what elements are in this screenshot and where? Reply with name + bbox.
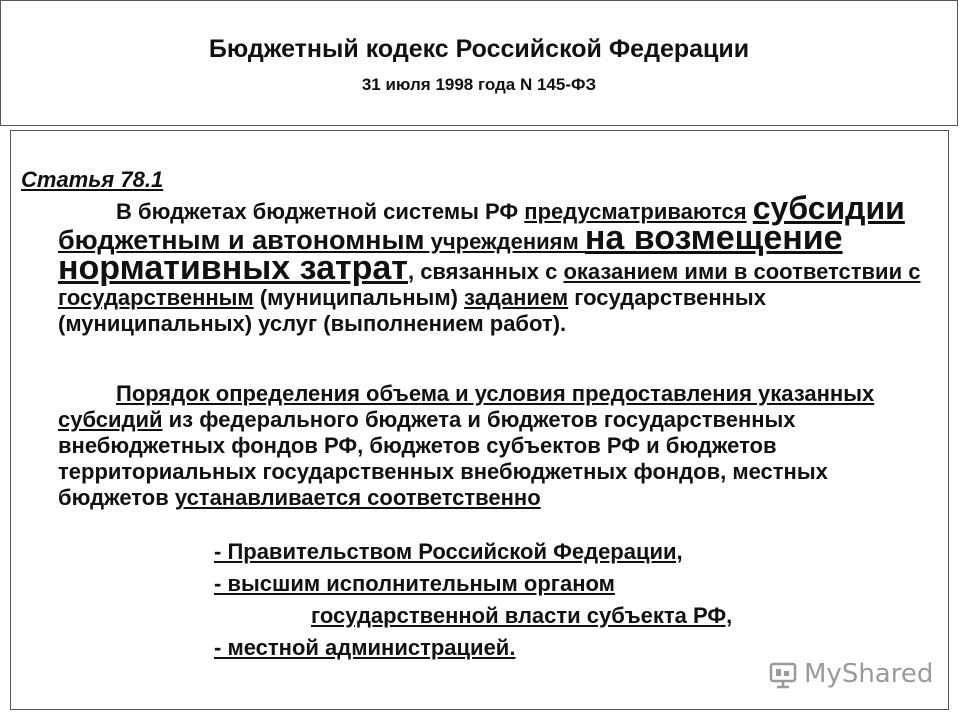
p1-text-8: оказанием ими [563, 259, 734, 284]
page-title: Бюджетный кодекс Российской Федерации [208, 35, 750, 63]
p1-text-4: бюджетным и автономным [58, 225, 425, 255]
paragraph-1 [58, 190, 928, 337]
p1-text-10: (муниципальным) [253, 285, 465, 310]
slide-header [0, 0, 958, 126]
p1-text-12: государственных (муниципальных) услуг (выполнением работ). [58, 285, 766, 336]
p2-text-1: Порядок определения объема и условия предоставления указанных субсидий [58, 381, 875, 432]
watermark-text: MyShared [804, 659, 934, 689]
content-box [10, 130, 949, 710]
p1-text-6: на возмещение нормативных затрат [58, 219, 843, 287]
p1-text-9: в соответствии с государственным [58, 259, 921, 310]
p1-text-11: заданием [464, 285, 569, 310]
p1-text-1: В бюджетах бюджетной системы РФ [116, 199, 525, 224]
p1-text-2: предусматриваются [524, 199, 747, 224]
list-item: - высшим исполнительным органом [214, 571, 615, 596]
projector-icon [768, 659, 798, 689]
page-subtitle: 31 июля 1998 года N 145-ФЗ [361, 75, 597, 94]
p2-text-2: из федерального бюджета и бюджетов государственных внебюджетных фондов РФ, бюджетов субъектов РФ и бюджетов территориальных государственных внебюджетных фондов, местных бюджетов [58, 407, 828, 510]
list-item: государственной власти субъекта РФ, [311, 603, 733, 628]
p1-text-7: , связанных с [407, 259, 564, 284]
p1-text-5: учреждениям [424, 229, 585, 254]
article-heading: Статья 78.1 [21, 167, 164, 192]
watermark [768, 657, 933, 691]
p2-text-3: устанавливается соответственно [174, 485, 541, 510]
p1-text-3: субсидии [752, 190, 905, 226]
list-item: - местной администрацией. [214, 635, 516, 660]
list-item: - Правительством Российской Федерации, [214, 539, 683, 564]
paragraph-2 [58, 381, 928, 511]
